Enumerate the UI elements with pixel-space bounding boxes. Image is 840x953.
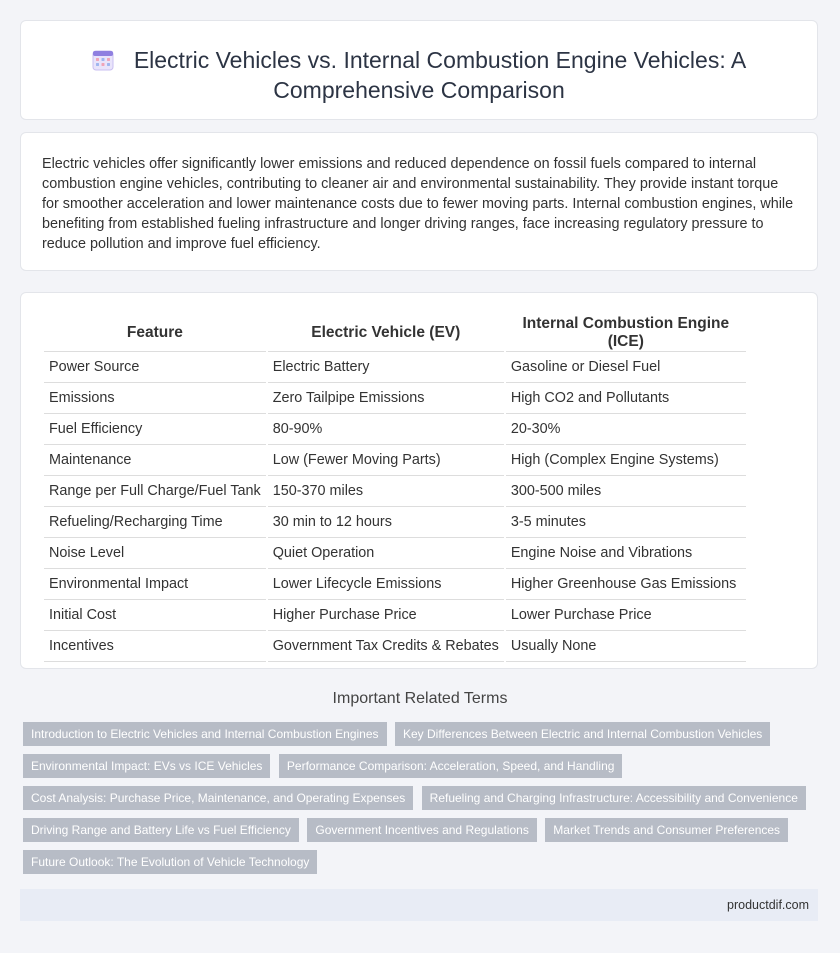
table-cell: 3-5 minutes: [506, 507, 746, 538]
table-cell: Lower Lifecycle Emissions: [268, 569, 504, 600]
table-row: [44, 476, 746, 507]
related-term-tag[interactable]: Environmental Impact: EVs vs ICE Vehicles: [23, 754, 270, 778]
comparison-table: [42, 313, 748, 662]
table-cell: Engine Noise and Vibrations: [506, 538, 746, 569]
table-cell: Usually None: [506, 631, 746, 662]
table-row: [44, 538, 746, 569]
footer-site-link[interactable]: productdif.com: [727, 898, 809, 912]
table-cell: Zero Tailpipe Emissions: [268, 383, 504, 414]
column-header-ev: Electric Vehicle (EV): [268, 313, 504, 352]
table-cell: Higher Greenhouse Gas Emissions: [506, 569, 746, 600]
table-cell: High CO2 and Pollutants: [506, 383, 746, 414]
footer-bar: [20, 889, 818, 921]
table-cell: Electric Battery: [268, 352, 504, 383]
table-cell: Initial Cost: [44, 600, 266, 631]
calendar-grid-icon: [92, 48, 114, 70]
table-cell: Fuel Efficiency: [44, 414, 266, 445]
related-term-tag[interactable]: Performance Comparison: Acceleration, Speed, and Handling: [279, 754, 623, 778]
table-row: [44, 445, 746, 476]
related-term-tag[interactable]: Refueling and Charging Infrastructure: Accessibility and Convenience: [422, 786, 806, 810]
related-term-tag[interactable]: Cost Analysis: Purchase Price, Maintenance, and Operating Expenses: [23, 786, 413, 810]
table-cell: Emissions: [44, 383, 266, 414]
table-row: [44, 600, 746, 631]
related-term-tag[interactable]: Introduction to Electric Vehicles and Internal Combustion Engines: [23, 722, 387, 746]
table-cell: Power Source: [44, 352, 266, 383]
table-cell: Low (Fewer Moving Parts): [268, 445, 504, 476]
page-title: Electric Vehicles vs. Internal Combustion Engine Vehicles: A Comprehensive Comparison: [133, 47, 747, 103]
related-term-tag[interactable]: Driving Range and Battery Life vs Fuel Efficiency: [23, 818, 299, 842]
column-header-ice: Internal Combustion Engine (ICE): [506, 313, 746, 352]
table-cell: 30 min to 12 hours: [268, 507, 504, 538]
table-header-row: [44, 313, 746, 352]
table-row: [44, 414, 746, 445]
table-cell: High (Complex Engine Systems): [506, 445, 746, 476]
table-cell: 300-500 miles: [506, 476, 746, 507]
table-cell: 150-370 miles: [268, 476, 504, 507]
table-cell: Refueling/Recharging Time: [44, 507, 266, 538]
intro-card: [20, 132, 818, 271]
table-cell: Higher Purchase Price: [268, 600, 504, 631]
related-terms-heading: Important Related Terms: [332, 690, 508, 707]
table-cell: Lower Purchase Price: [506, 600, 746, 631]
table-cell: Noise Level: [44, 538, 266, 569]
comparison-table-card: [20, 292, 818, 669]
table-row: [44, 352, 746, 383]
table-row: [44, 569, 746, 600]
related-terms-tags: [23, 722, 813, 882]
table-cell: Government Tax Credits & Rebates: [268, 631, 504, 662]
table-cell: Quiet Operation: [268, 538, 504, 569]
table-cell: Environmental Impact: [44, 569, 266, 600]
table-cell: Incentives: [44, 631, 266, 662]
table-cell: 20-30%: [506, 414, 746, 445]
intro-paragraph: Electric vehicles offer significantly lower emissions and reduced dependence on fossil fuels compared to internal combustion engine vehicles, contributing to cleaner air and environmental sustainability. They provide instant torque for smoother acceleration and lower maintenance costs due to fewer moving parts. Internal combustion engines, while benefiting from established fueling infrastructure and longer driving ranges, face increasing regulatory pressure to reduce pollution and improve fuel efficiency.: [42, 156, 794, 252]
column-header-feature: Feature: [44, 313, 266, 352]
header-card: [20, 20, 818, 120]
related-term-tag[interactable]: Government Incentives and Regulations: [307, 818, 536, 842]
page-title-row: [21, 45, 817, 105]
related-term-tag[interactable]: Market Trends and Consumer Preferences: [545, 818, 788, 842]
table-cell: 80-90%: [268, 414, 504, 445]
related-term-tag[interactable]: Key Differences Between Electric and Internal Combustion Vehicles: [395, 722, 770, 746]
table-cell: Maintenance: [44, 445, 266, 476]
related-term-tag[interactable]: Future Outlook: The Evolution of Vehicle Technology: [23, 850, 317, 874]
table-row: [44, 383, 746, 414]
table-row: [44, 631, 746, 662]
table-cell: Range per Full Charge/Fuel Tank: [44, 476, 266, 507]
table-cell: Gasoline or Diesel Fuel: [506, 352, 746, 383]
table-row: [44, 507, 746, 538]
